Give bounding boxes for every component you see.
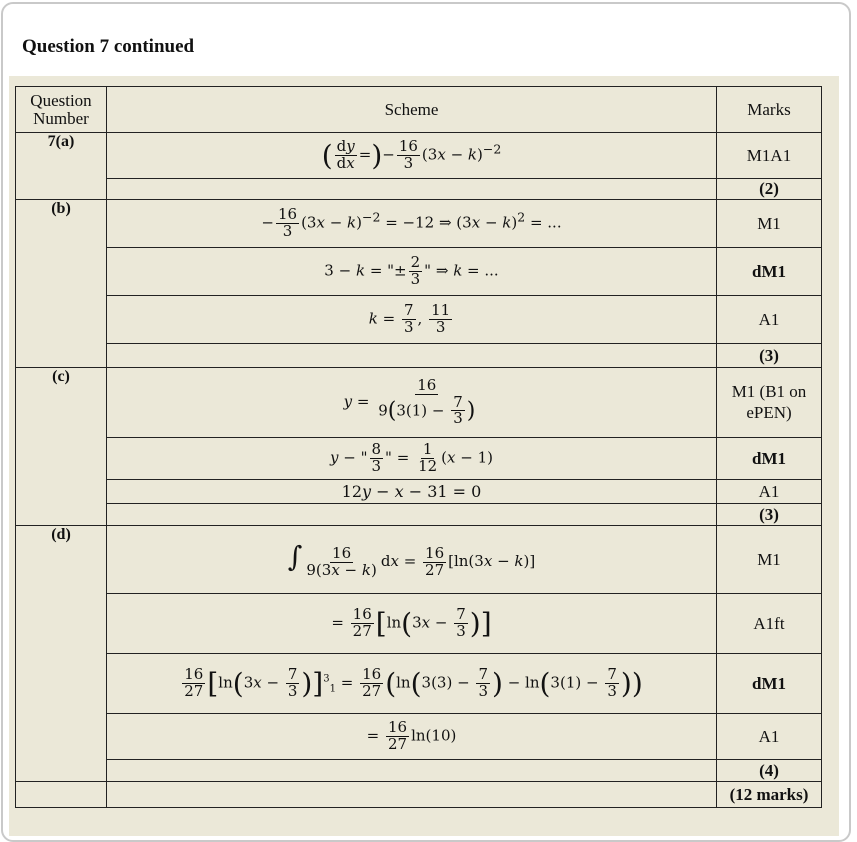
part-d-label: (d) — [16, 526, 107, 782]
mark-cell: dM1 — [717, 438, 822, 480]
scheme-cell: 12y − x − 31 = 0 — [107, 480, 717, 504]
mark-cell: dM1 — [717, 248, 822, 296]
table-row — [16, 296, 822, 344]
table-row — [16, 368, 822, 438]
subtotal-row — [16, 504, 822, 526]
mark-cell: M1A1 — [717, 133, 822, 179]
mark-cell: A1ft — [717, 594, 822, 654]
mark-cell: A1 — [717, 480, 822, 504]
part-b-label: (b) — [16, 200, 107, 368]
subtotal-row — [16, 344, 822, 368]
grand-total: (12 marks) — [717, 782, 822, 808]
table-row — [16, 480, 822, 504]
scheme-cell: ∫ $\frac{16}{9(3x - k)}$ dx = $\frac{16}{27}$ [ln(3x − k)] — [107, 526, 717, 594]
part-c-label: (c) — [16, 368, 107, 526]
part-a-label: 7(a) — [16, 133, 107, 200]
scheme-cell: = $\frac{16}{27}$ [ln(3x − $\frac{7}{3}$ )] — [107, 594, 717, 654]
header-scheme: Scheme — [107, 87, 717, 133]
mark-cell: M1 — [717, 526, 822, 594]
part-a-total: (2) — [717, 179, 822, 200]
table-row — [16, 248, 822, 296]
table-row — [16, 594, 822, 654]
subtotal-row — [16, 760, 822, 782]
header-row — [16, 87, 822, 133]
scheme-cell: ( $\frac{dy}{dx}$ =)− $\frac{16}{3}$ $(3x - k)^{-2}$ — [107, 133, 717, 179]
scheme-cell: y = 16 9(3(1) − $\frac{7}{3}$ ) — [107, 368, 717, 438]
scheme-cell: − $\frac{16}{3}$ $(3x - k)^{-2} = -12$ ⇒ $(3x - k)^2$ = ... — [107, 200, 717, 248]
header-question: Question Number — [16, 87, 107, 133]
mark-cell: dM1 — [717, 654, 822, 714]
scheme-cell: y − " $\frac{8}{3}$ " = $\frac{1}{12}$ (x − 1) — [107, 438, 717, 480]
table-row — [16, 714, 822, 760]
part-c-total: (3) — [717, 504, 822, 526]
table-row — [16, 526, 822, 594]
scheme-cell: 3 − k = "± $\frac{2}{3}$ " ⇒ k = ... — [107, 248, 717, 296]
scheme-cell: k = $\frac{7}{3}$ , $\frac{11}{3}$ — [107, 296, 717, 344]
table-row — [16, 133, 822, 179]
table-row — [16, 200, 822, 248]
table-row — [16, 438, 822, 480]
part-b-total: (3) — [717, 344, 822, 368]
page-heading: Question 7 continued — [22, 36, 195, 57]
mark-cell: A1 — [717, 296, 822, 344]
table-row — [16, 654, 822, 714]
scheme-cell: $\frac{16}{27}$ [ln(3x − $\frac{7}{3}$ )]$^3_1$ = $\frac{16}{27}$ (ln(3(3) − $\frac{7}{3}$ ) − ln(3(1) − $\frac{7}{3}$ )) — [107, 654, 717, 714]
grand-total-row — [16, 782, 822, 808]
scheme-cell: = $\frac{16}{27}$ ln(10) — [107, 714, 717, 760]
part-d-total: (4) — [717, 760, 822, 782]
subtotal-row — [16, 179, 822, 200]
mark-cell: A1 — [717, 714, 822, 760]
mark-cell: M1 (B1 on ePEN) — [717, 368, 822, 438]
mark-cell: M1 — [717, 200, 822, 248]
mark-scheme-table — [15, 86, 822, 808]
header-marks: Marks — [717, 87, 822, 133]
